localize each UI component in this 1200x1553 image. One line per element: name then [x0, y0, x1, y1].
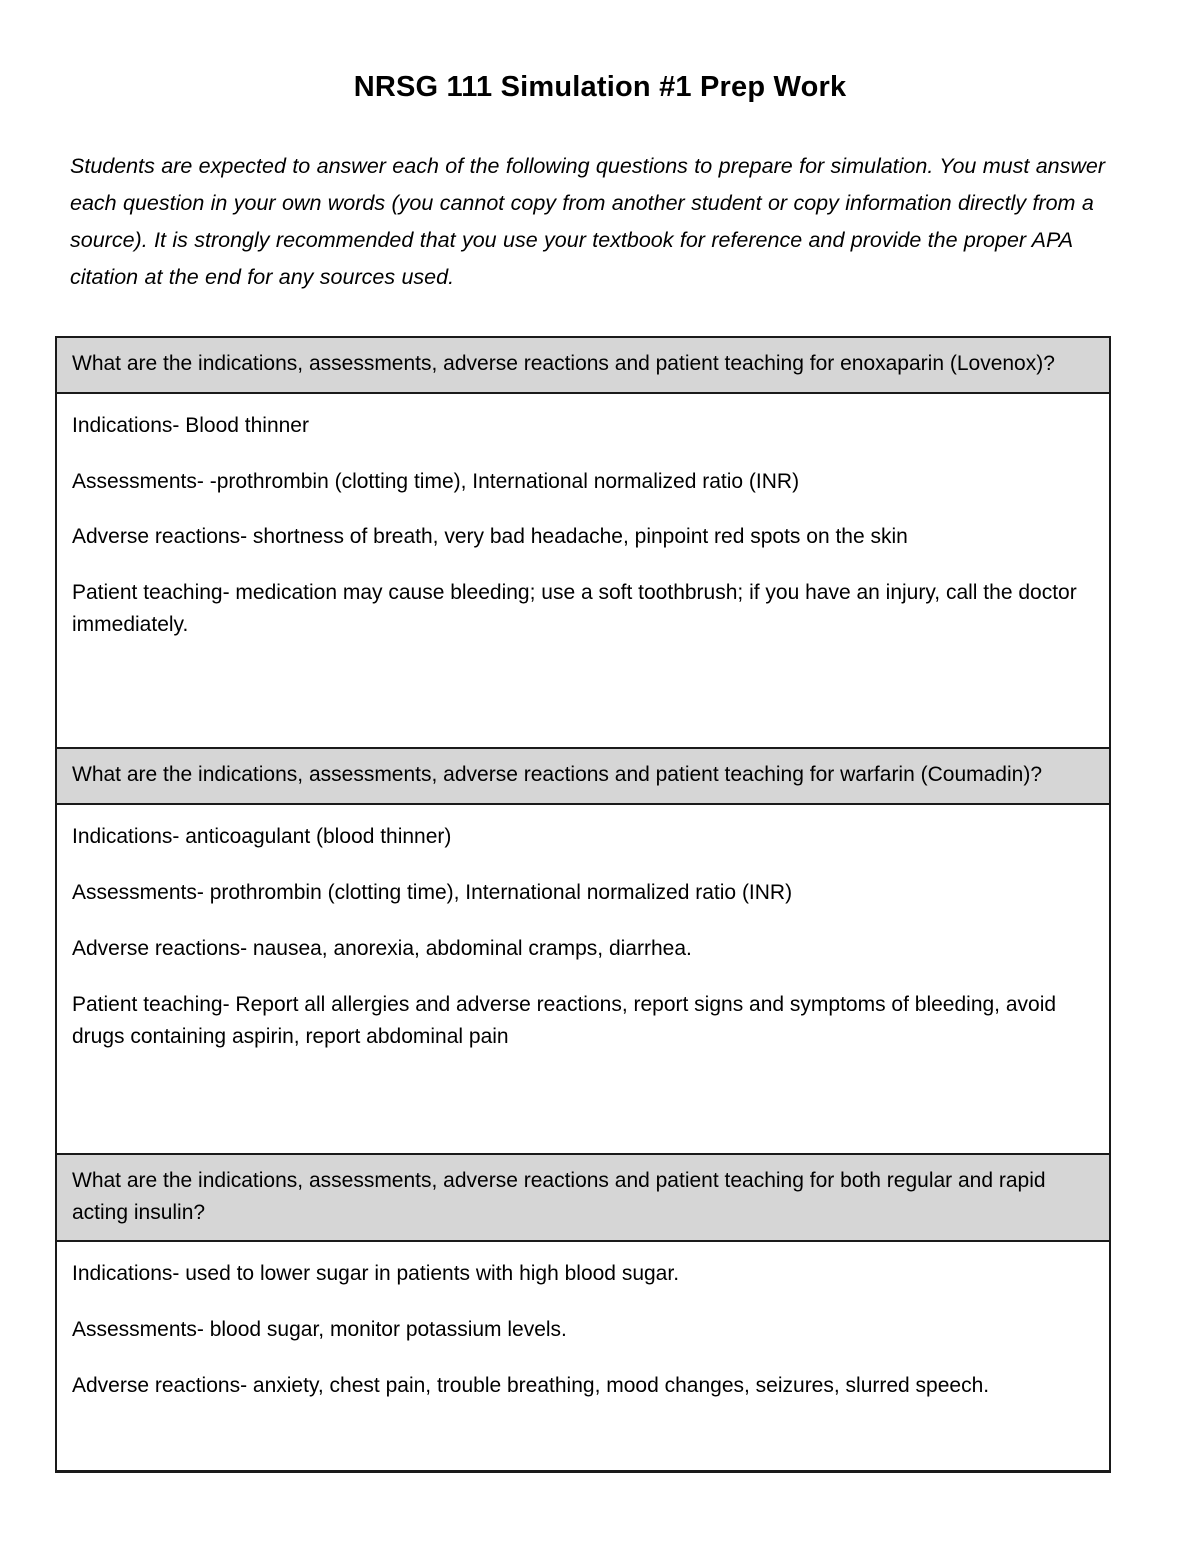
answer-line-assessments: Assessments- blood sugar, monitor potassium levels. — [72, 1318, 567, 1342]
table-row — [56, 393, 1110, 749]
answer-line-assessments: Assessments- prothrombin (clotting time), International normalized ratio (INR) — [72, 881, 793, 905]
question-header-2: What are the indications, assessments, adverse reactions and patient teaching for warfarin (Coumadin)? — [56, 748, 1110, 804]
page-title: NRSG 111 Simulation #1 Prep Work — [353, 71, 847, 103]
answer-line-adverse-reactions: Adverse reactions- nausea, anorexia, abdominal cramps, diarrhea. — [72, 936, 692, 960]
answer-line-assessments: Assessments- -prothrombin (clotting time), International normalized ratio (INR) — [72, 469, 800, 493]
table-row — [56, 1241, 1110, 1471]
answer-body-1 — [56, 393, 1110, 749]
answer-line-adverse-reactions: Adverse reactions- anxiety, chest pain, trouble breathing, mood changes, seizures, slurred speech. — [72, 1374, 990, 1398]
answer-trailing-space — [72, 1426, 1095, 1460]
table-row — [56, 337, 1110, 393]
answer-line-indications: Indications- Blood thinner — [72, 413, 309, 437]
answer-line-adverse-reactions: Adverse reactions- shortness of breath, very bad headache, pinpoint red spots on the skin — [72, 525, 908, 549]
answer-line-indications: Indications- anticoagulant (blood thinner) — [72, 825, 452, 849]
question-header-3: What are the indications, assessments, adverse reactions and patient teaching for both regular and rapid acting insulin? — [56, 1154, 1110, 1242]
answer-trailing-space — [72, 665, 1095, 737]
intro-paragraph: Students are expected to answer each of the following questions to prepare for simulation. You must answer each question in your own words (you cannot copy from another student or copy information directly from a source). It is strongly recommended that you use your textbook for reference and provide the proper APA citation at the end for any sources used. — [70, 153, 1106, 289]
table-row — [56, 804, 1110, 1154]
answer-trailing-space — [72, 1077, 1095, 1143]
answer-line-patient-teaching: Patient teaching- medication may cause bleeding; use a soft toothbrush; if you have an injury, call the doctor immediately. — [72, 581, 1077, 637]
questions-table — [55, 336, 1111, 1473]
answer-line-indications: Indications- used to lower sugar in patients with high blood sugar. — [72, 1262, 680, 1286]
answer-body-2 — [56, 804, 1110, 1154]
answer-body-3 — [56, 1241, 1110, 1471]
table-row — [56, 748, 1110, 804]
answer-line-patient-teaching: Patient teaching- Report all allergies and adverse reactions, report signs and symptoms of bleeding, avoid drugs containing aspirin, report abdominal pain — [72, 992, 1057, 1048]
question-header-1: What are the indications, assessments, adverse reactions and patient teaching for enoxaparin (Lovenox)? — [56, 337, 1110, 393]
table-row — [56, 1154, 1110, 1242]
